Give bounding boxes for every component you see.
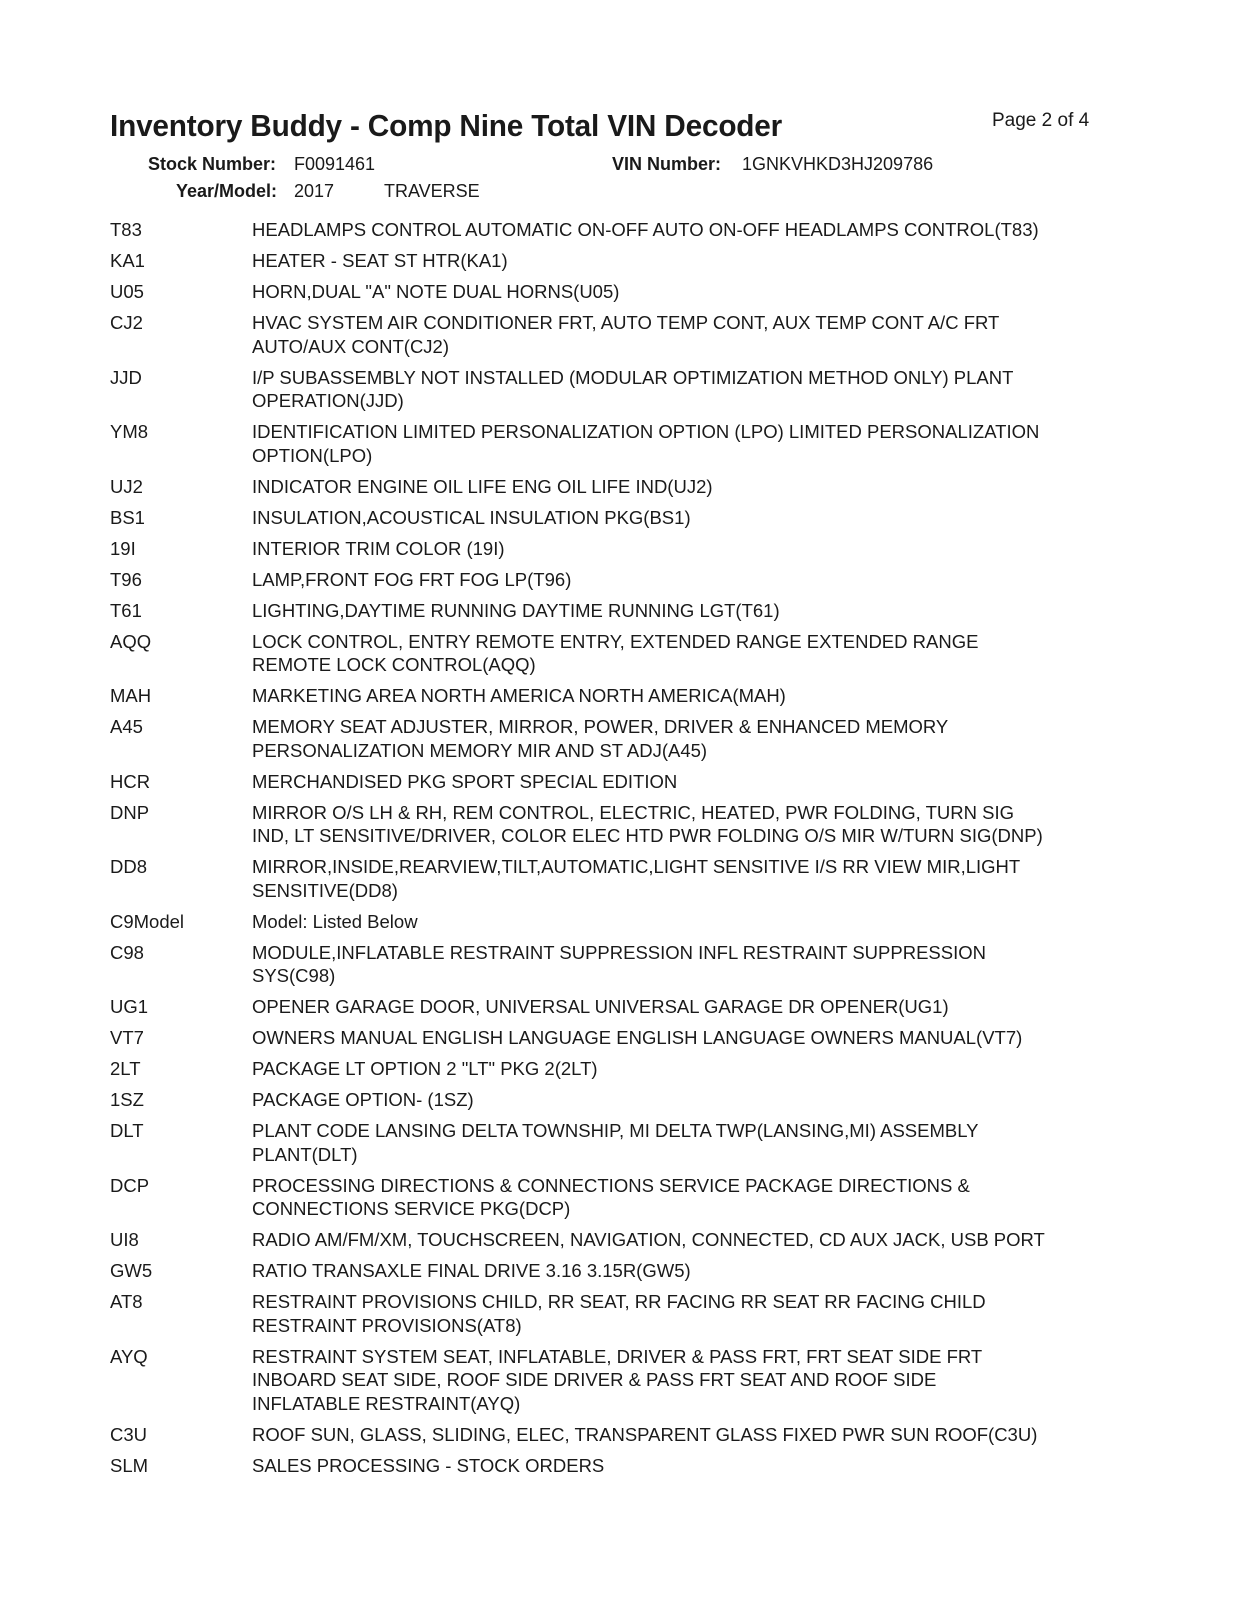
option-code: DD8 bbox=[110, 856, 148, 877]
stock-number-value: F0091461 bbox=[294, 154, 376, 174]
year-model-label: Year/Model: bbox=[176, 181, 278, 201]
option-description: PACKAGE OPTION- (1SZ) bbox=[252, 1089, 474, 1110]
option-row bbox=[110, 420, 1110, 467]
vin-number-label: VIN Number: bbox=[612, 154, 722, 174]
stock-number-label: Stock Number: bbox=[148, 154, 277, 174]
option-code: BS1 bbox=[110, 506, 145, 528]
option-row bbox=[110, 855, 1110, 902]
option-row bbox=[110, 941, 1110, 988]
option-row bbox=[110, 1423, 1110, 1447]
option-code: YM8 bbox=[110, 421, 149, 442]
option-description: SALES PROCESSING - STOCK ORDERS bbox=[252, 1454, 605, 1476]
option-row bbox=[110, 506, 1110, 530]
option-description: MERCHANDISED PKG SPORT SPECIAL EDITION bbox=[252, 770, 678, 792]
option-row bbox=[110, 684, 1110, 708]
option-row bbox=[110, 599, 1110, 623]
option-code: C3U bbox=[110, 1423, 148, 1445]
option-description: PLANT CODE LANSING DELTA TOWNSHIP, MI DELTA TWP(LANSING,MI) ASSEMBLY PLANT(DLT) bbox=[252, 1120, 979, 1165]
option-code: DCP bbox=[110, 1174, 150, 1196]
option-row bbox=[110, 568, 1110, 592]
option-description: INSULATION,ACOUSTICAL INSULATION PKG(BS1) bbox=[252, 506, 691, 528]
option-description: HVAC SYSTEM AIR CONDITIONER FRT, AUTO TEMP CONT, AUX TEMP CONT A/C FRT AUTO/AUX CONT(CJ2) bbox=[252, 312, 1000, 357]
option-row bbox=[110, 1454, 1110, 1478]
option-code: T83 bbox=[110, 219, 142, 240]
option-row bbox=[110, 1026, 1110, 1050]
option-description: ROOF SUN, GLASS, SLIDING, ELEC, TRANSPARENT GLASS FIXED PWR SUN ROOF(C3U) bbox=[252, 1423, 1038, 1445]
option-code: VT7 bbox=[110, 1027, 144, 1048]
option-code: GW5 bbox=[110, 1260, 153, 1281]
option-code: 2LT bbox=[110, 1058, 141, 1079]
option-code: DLT bbox=[110, 1120, 144, 1141]
option-row bbox=[110, 995, 1110, 1019]
option-description: INTERIOR TRIM COLOR (19I) bbox=[252, 537, 505, 559]
option-description: RESTRAINT SYSTEM SEAT, INFLATABLE, DRIVER & PASS FRT, FRT SEAT SIDE FRT INBOARD SEAT SIDE, ROOF SIDE DRIVER & PASS FRT SEAT AND ROOF SIDE INFLATABLE RESTRAINT(AYQ) bbox=[252, 1345, 983, 1414]
option-description: RATIO TRANSAXLE FINAL DRIVE 3.16 3.15R(GW5) bbox=[252, 1260, 691, 1281]
page-title: Inventory Buddy - Comp Nine Total VIN Decoder bbox=[110, 108, 783, 143]
option-description: INDICATOR ENGINE OIL LIFE ENG OIL LIFE IND(UJ2) bbox=[252, 475, 713, 497]
option-code: UG1 bbox=[110, 996, 149, 1017]
option-row bbox=[110, 801, 1110, 848]
option-code: AQQ bbox=[110, 630, 152, 652]
vin-number-value: 1GNKVHKD3HJ209786 bbox=[742, 154, 934, 174]
option-row bbox=[110, 1174, 1110, 1221]
option-row bbox=[110, 715, 1110, 762]
option-description: HEATER - SEAT ST HTR(KA1) bbox=[252, 250, 508, 271]
option-description: HORN,DUAL "A" NOTE DUAL HORNS(U05) bbox=[252, 281, 620, 302]
option-row bbox=[110, 1259, 1110, 1283]
option-description: LAMP,FRONT FOG FRT FOG LP(T96) bbox=[252, 568, 572, 590]
option-row bbox=[110, 280, 1110, 304]
option-row bbox=[110, 311, 1110, 358]
option-row bbox=[110, 537, 1110, 561]
option-code: AT8 bbox=[110, 1291, 143, 1312]
option-code: SLM bbox=[110, 1454, 149, 1476]
option-row bbox=[110, 366, 1110, 413]
option-description: HEADLAMPS CONTROL AUTOMATIC ON-OFF AUTO ON-OFF HEADLAMPS CONTROL(T83) bbox=[252, 219, 1039, 240]
option-code: DNP bbox=[110, 801, 150, 823]
option-row bbox=[110, 1057, 1110, 1081]
page-number: Page 2 of 4 bbox=[992, 110, 1090, 131]
option-description: MODULE,INFLATABLE RESTRAINT SUPPRESSION INFL RESTRAINT SUPPRESSION SYS(C98) bbox=[252, 941, 986, 986]
option-code: U05 bbox=[110, 281, 144, 302]
option-description: LIGHTING,DAYTIME RUNNING DAYTIME RUNNING LGT(T61) bbox=[252, 599, 780, 621]
option-row bbox=[110, 1088, 1110, 1112]
option-row bbox=[110, 910, 1110, 934]
option-description: MIRROR O/S LH & RH, REM CONTROL, ELECTRIC, HEATED, PWR FOLDING, TURN SIG IND, LT SENSITIVE/DRIVER, COLOR ELEC HTD PWR FOLDING O/S MIR W/TURN SIG(DNP) bbox=[252, 801, 1043, 846]
option-description: I/P SUBASSEMBLY NOT INSTALLED (MODULAR OPTIMIZATION METHOD ONLY) PLANT OPERATION(JJD) bbox=[252, 366, 1014, 411]
option-code: A45 bbox=[110, 716, 143, 737]
option-code-list bbox=[110, 218, 1110, 1485]
option-row bbox=[110, 475, 1110, 499]
option-code: CJ2 bbox=[110, 312, 143, 333]
year-value: 2017 bbox=[294, 181, 335, 201]
option-row bbox=[110, 630, 1110, 677]
option-row bbox=[110, 1119, 1110, 1166]
option-description: OWNERS MANUAL ENGLISH LANGUAGE ENGLISH LANGUAGE OWNERS MANUAL(VT7) bbox=[252, 1027, 1023, 1048]
option-code: AYQ bbox=[110, 1345, 148, 1367]
option-description: PROCESSING DIRECTIONS & CONNECTIONS SERVICE PACKAGE DIRECTIONS & CONNECTIONS SERVICE PKG(DCP) bbox=[252, 1174, 970, 1219]
option-description: OPENER GARAGE DOOR, UNIVERSAL UNIVERSAL GARAGE DR OPENER(UG1) bbox=[252, 996, 949, 1017]
option-row bbox=[110, 218, 1110, 242]
option-code: MAH bbox=[110, 685, 152, 706]
option-code: KA1 bbox=[110, 250, 145, 271]
option-code: UI8 bbox=[110, 1229, 139, 1250]
option-code: T61 bbox=[110, 599, 142, 621]
option-description: MEMORY SEAT ADJUSTER, MIRROR, POWER, DRIVER & ENHANCED MEMORY PERSONALIZATION MEMORY MIR AND ST ADJ(A45) bbox=[252, 716, 949, 761]
option-description: LOCK CONTROL, ENTRY REMOTE ENTRY, EXTENDED RANGE EXTENDED RANGE REMOTE LOCK CONTROL(AQQ) bbox=[252, 630, 979, 675]
option-description: MARKETING AREA NORTH AMERICA NORTH AMERICA(MAH) bbox=[252, 685, 786, 706]
option-row bbox=[110, 1290, 1110, 1337]
option-code: C98 bbox=[110, 941, 144, 963]
option-row bbox=[110, 249, 1110, 273]
option-description: Model: Listed Below bbox=[252, 910, 418, 932]
option-code: T96 bbox=[110, 568, 142, 590]
option-description: RADIO AM/FM/XM, TOUCHSCREEN, NAVIGATION, CONNECTED, CD AUX JACK, USB PORT bbox=[252, 1229, 1045, 1250]
model-value: TRAVERSE bbox=[384, 181, 480, 201]
option-row bbox=[110, 770, 1110, 794]
option-code: 1SZ bbox=[110, 1089, 144, 1110]
option-description: RESTRAINT PROVISIONS CHILD, RR SEAT, RR FACING RR SEAT RR FACING CHILD RESTRAINT PROVISIONS(AT8) bbox=[252, 1291, 986, 1336]
option-code: UJ2 bbox=[110, 475, 143, 497]
option-description: MIRROR,INSIDE,REARVIEW,TILT,AUTOMATIC,LIGHT SENSITIVE I/S RR VIEW MIR,LIGHT SENSITIVE(DD8) bbox=[252, 856, 1021, 901]
option-code: HCR bbox=[110, 770, 151, 792]
option-row bbox=[110, 1345, 1110, 1416]
option-description: PACKAGE LT OPTION 2 "LT" PKG 2(2LT) bbox=[252, 1058, 598, 1079]
option-code: 19I bbox=[110, 537, 136, 559]
option-code: C9Model bbox=[110, 910, 185, 932]
option-row bbox=[110, 1228, 1110, 1252]
option-description: IDENTIFICATION LIMITED PERSONALIZATION OPTION (LPO) LIMITED PERSONALIZATION OPTION(LPO) bbox=[252, 421, 1040, 466]
option-code: JJD bbox=[110, 366, 142, 388]
